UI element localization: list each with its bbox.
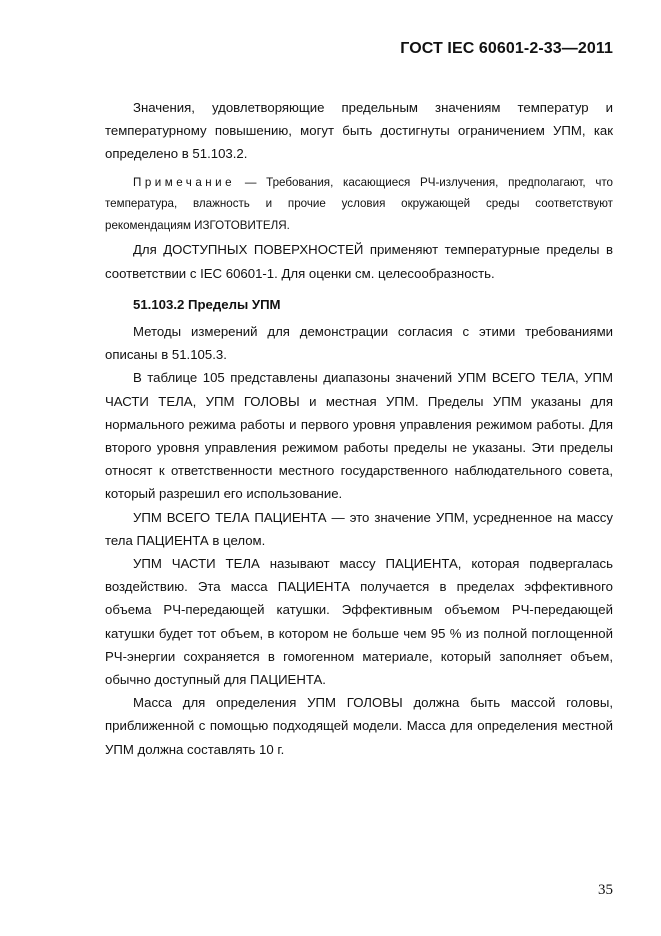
note-label: Примечание <box>133 175 236 189</box>
document-header-standard-number: ГОСТ IEC 60601-2-33—2011 <box>400 40 613 57</box>
note-text: — Требования, касающиеся РЧ-излучения, предполагают, что температура, влажность и прочие условия окружающей среды соответствуют рекомендациям ИЗГОТОВИТЕЛЯ. <box>105 175 613 232</box>
note-paragraph <box>105 172 613 237</box>
paragraph-head-sar: Масса для определения УПМ ГОЛОВЫ должна быть массой головы, приближенной с помощью подходящей модели. Масса для определения местной УПМ должна составлять 10 г. <box>105 695 613 757</box>
paragraph-temperature-limits: Значения, удовлетворяющие предельным значениям температур и температурному повышению, могут быть достигнуты ограничением УПМ, как определено в 51.103.2. <box>105 100 613 162</box>
document-body <box>105 96 613 761</box>
section-heading: 51.103.2 Пределы УПМ <box>133 296 281 312</box>
paragraph-table-105: В таблице 105 представлены диапазоны значений УПМ ВСЕГО ТЕЛА, УПМ ЧАСТИ ТЕЛА, УПМ ГОЛОВЫ и местная УПМ. Пределы УПМ указаны для нормального режима работы и первого уровня управления режимом работы. Для второго уровня управления режимом работы пределы не указаны. Эти пределы относят к ответственности местного государственного наблюдательного совета, который разрешил его использование. <box>105 370 613 502</box>
paragraph-partial-body-sar: УПМ ЧАСТИ ТЕЛА называют массу ПАЦИЕНТА, которая подвергалась воздействию. Эта масса ПАЦИЕНТА получается в пределах эффективного объема РЧ-передающей катушки. Эффективным объемом РЧ-передающей катушки будет тот объем, в котором не больше чем 95 % из полной поглощенной РЧ-энергии сохраняется в гомогенном материале, который заполняет объем, обычно доступный для ПАЦИЕНТА. <box>105 556 613 688</box>
paragraph-accessible-surfaces: Для ДОСТУПНЫХ ПОВЕРХНОСТЕЙ применяют температурные пределы в соответствии с IEC 60601-1. Для оценки см. целесообразность. <box>105 242 613 281</box>
page-number: 35 <box>598 882 613 898</box>
paragraph-whole-body-sar: УПМ ВСЕГО ТЕЛА ПАЦИЕНТА — это значение УПМ, усредненное на массу тела ПАЦИЕНТА в целом. <box>105 509 613 548</box>
paragraph-measurement-methods: Методы измерений для демонстрации согласия с этими требованиями описаны в 51.105.3. <box>105 324 613 363</box>
